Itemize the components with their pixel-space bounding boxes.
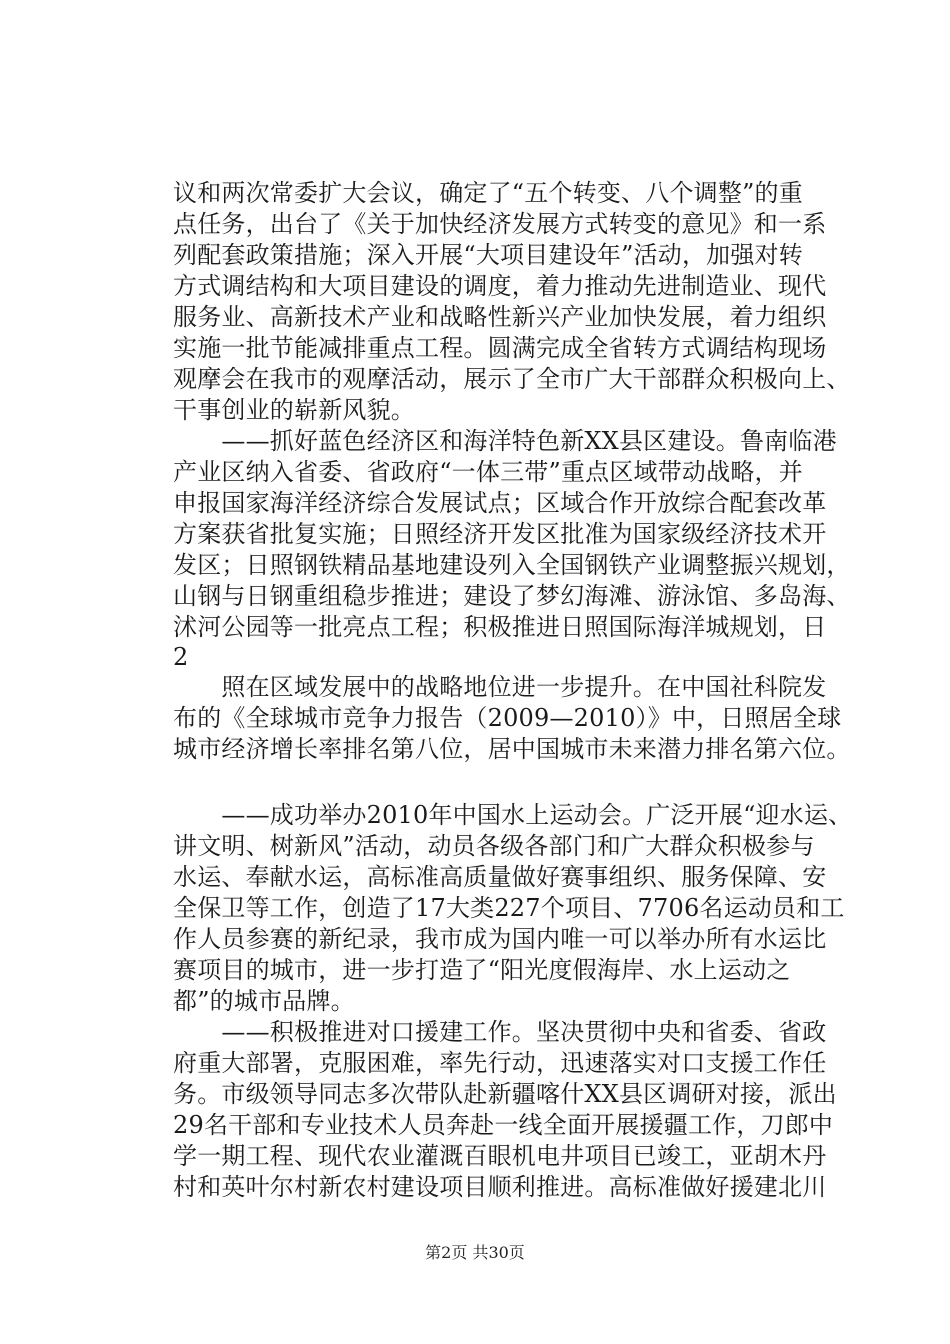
text-line: ——成功举办2010年中国水上运动会。广泛开展“迎水运、 — [173, 801, 853, 829]
text-line: ——抓好蓝色经济区和海洋特色新XX县区建设。鲁南临港 — [173, 427, 837, 455]
text-line: 点任务，出台了《关于加快经济发展方式转变的意见》和一系 — [173, 210, 827, 238]
text-line: 村和英叶尔村新农村建设项目顺利推进。高标准做好援建北川 — [173, 1173, 827, 1201]
text-line: 照在区域发展中的战略地位进一步提升。在中国社科院发 — [173, 673, 827, 701]
text-line: 服务业、高新技术产业和战略性新兴产业加快发展，着力组织 — [173, 303, 827, 331]
text-line: 发区；日照钢铁精品基地建设列入全国钢铁产业调整振兴规划， — [173, 551, 851, 579]
text-line: 方式调结构和大项目建设的调度，着力推动先进制造业、现代 — [173, 272, 827, 300]
text-line: 沭河公园等一批亮点工程；积极推进日照国际海洋城规划，日 — [173, 613, 827, 641]
text-line: 府重大部署，克服困难，率先行动，迅速落实对口支援工作任 — [173, 1049, 827, 1077]
text-line: 产业区纳入省委、省政府“一体三带”重点区域带动战略，并 — [173, 458, 803, 486]
text-line: 布的《全球城市竞争力报告（2009—2010）》中，日照居全球 — [173, 704, 842, 732]
text-line: ——积极推进对口援建工作。坚决贯彻中央和省委、省政 — [173, 1018, 827, 1046]
text-line: 山钢与日钢重组稳步推进；建设了梦幻海滩、游泳馆、多岛海、 — [173, 582, 851, 610]
text-line: 申报国家海洋经济综合发展试点；区域合作开放综合配套改革 — [173, 489, 827, 517]
text-line: 学一期工程、现代农业灌溉百眼机电井项目已竣工，亚胡木丹 — [173, 1142, 827, 1170]
page-footer: 第2页 共30页 — [425, 1243, 525, 1262]
text-line: 议和两次常委扩大会议，确定了“五个转变、八个调整”的重 — [173, 179, 803, 207]
page-number-inline: 2 — [173, 643, 189, 671]
text-line: 实施一批节能减排重点工程。圆满完成全省转方式调结构现场 — [173, 334, 827, 362]
text-line: 29名干部和专业技术人员奔赴一线全面开展援疆工作，刀郎中 — [173, 1111, 834, 1139]
text-line: 干事创业的崭新风貌。 — [173, 396, 415, 424]
text-line: 作人员参赛的新纪录，我市成为国内唯一可以举办所有水运比 — [173, 925, 827, 953]
text-line: 讲文明、树新风”活动，动员各级各部门和广大群众积极参与 — [173, 832, 815, 860]
text-line: 赛项目的城市，进一步打造了“阳光度假海岸、水上运动之 — [173, 956, 791, 984]
text-line: 列配套政策措施；深入开展“大项目建设年”活动，加强对转 — [173, 241, 803, 269]
text-line: 观摩会在我市的观摩活动，展示了全市广大干部群众积极向上、 — [173, 365, 851, 393]
text-line: 方案获省批复实施；日照经济开发区批准为国家级经济技术开 — [173, 520, 827, 548]
text-line: 水运、奉献水运，高标准高质量做好赛事组织、服务保障、安 — [173, 863, 827, 891]
text-line: 全保卫等工作，创造了17大类227个项目、7706名运动员和工 — [173, 894, 845, 922]
text-line: 城市经济增长率排名第八位，居中国城市未来潜力排名第六位。 — [173, 735, 851, 763]
text-line: 都”的城市品牌。 — [173, 987, 355, 1015]
text-line: 务。市级领导同志多次带队赴新疆喀什XX县区调研对接，派出 — [173, 1080, 837, 1108]
